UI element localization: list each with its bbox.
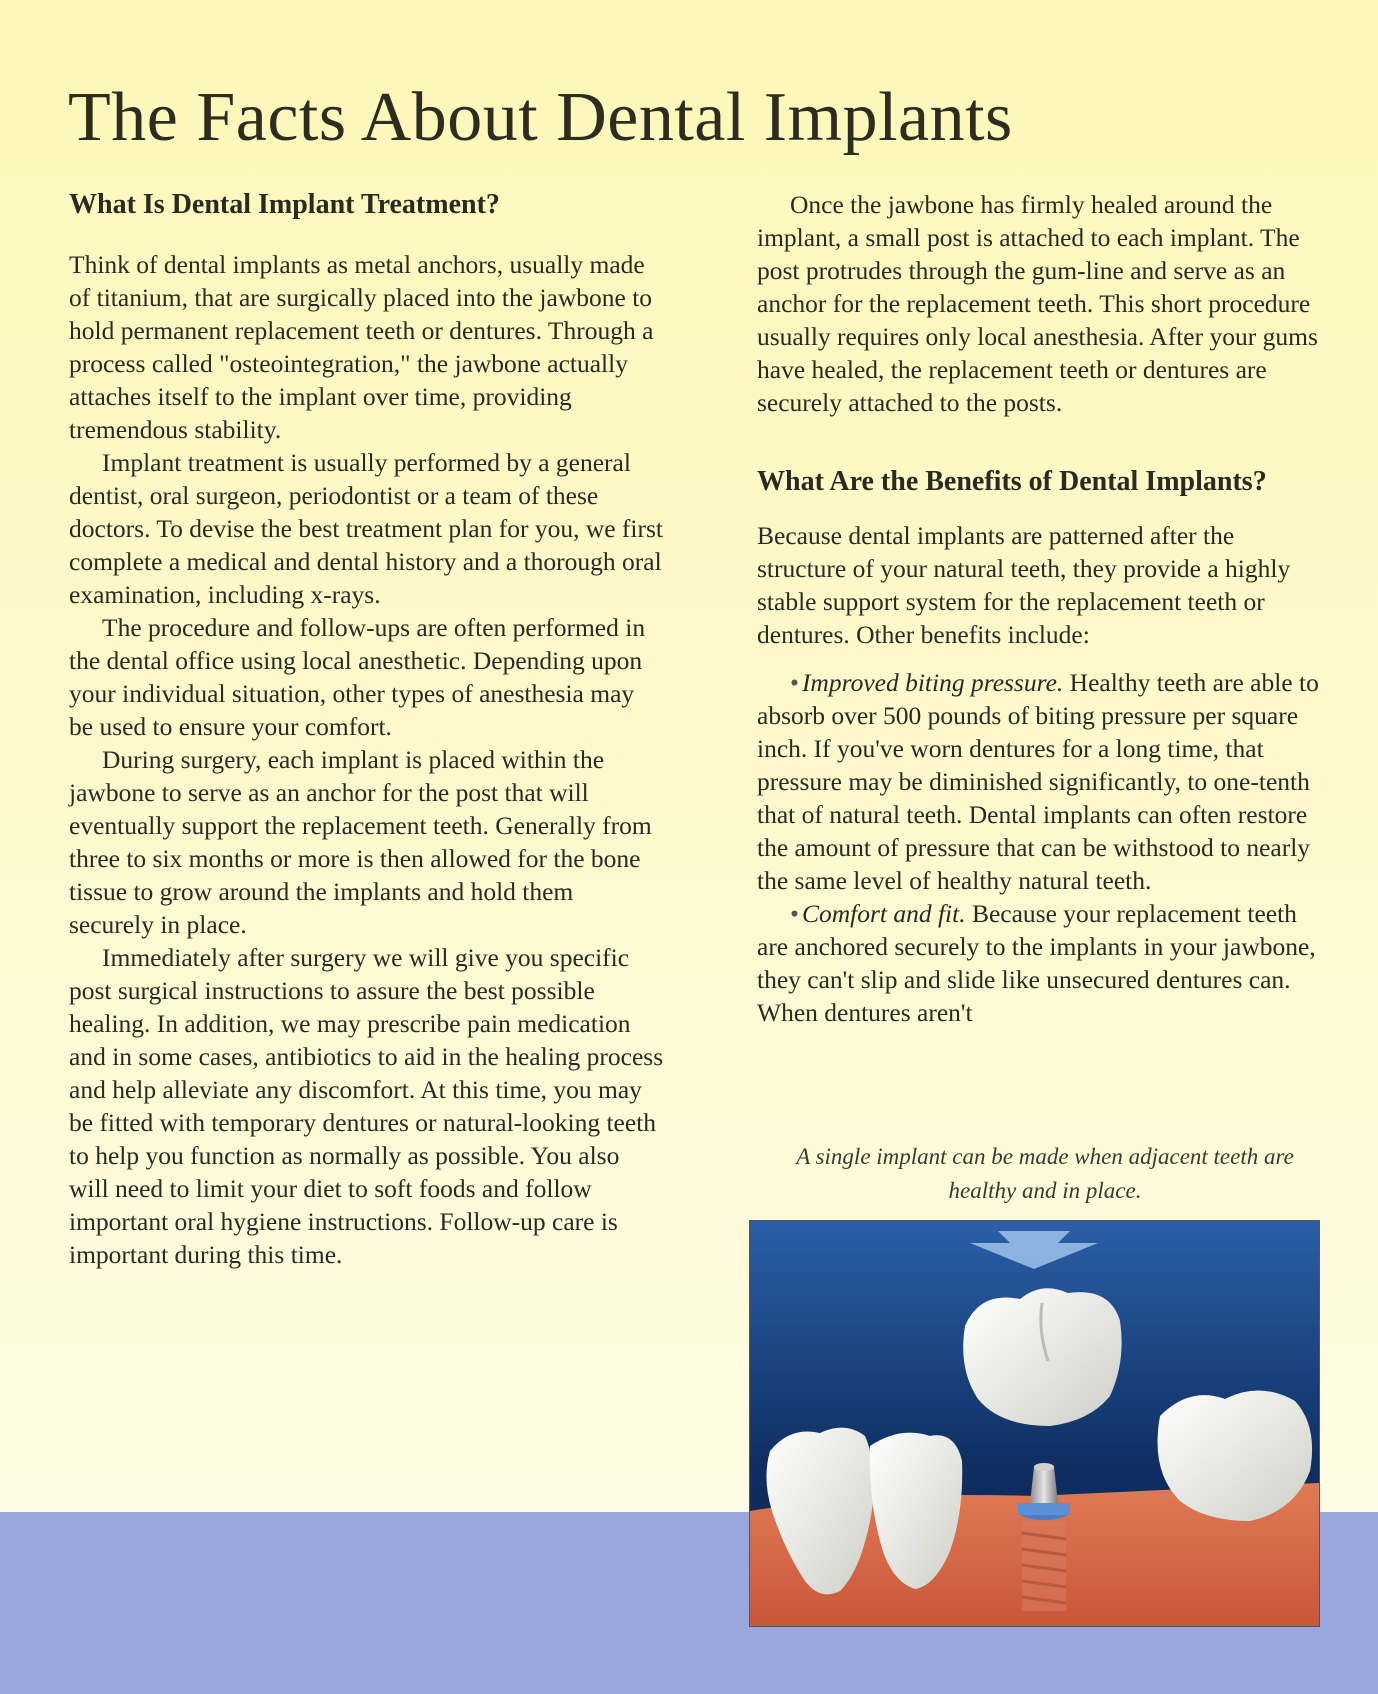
implant-screw	[1022, 1521, 1066, 1611]
paragraph: Implant treatment is usually performed by a general dentist, oral surgeon, periodontist or a team of these doctors. To devise the best treatment plan for you, we first complete a medical and dental history and a thorough oral examination, including x-rays.	[69, 448, 664, 609]
paragraph: Because dental implants are patterned after the structure of your natural teeth, they provide a highly stable support system for the replacement teeth or dentures. Other benefits include:	[757, 521, 1291, 649]
page-title: The Facts About Dental Implants	[68, 79, 1013, 156]
right-column	[757, 188, 1329, 1029]
paragraph: The procedure and follow-ups are often performed in the dental office using local anesthetic. Depending upon your individual situation, other types of anesthesia may be used to ensure your comfort.	[69, 613, 646, 741]
illustration-caption: A single implant can be made when adjacent teeth are healthy and in place.	[796, 1144, 1294, 1203]
left-column	[69, 188, 664, 1271]
paragraph: During surgery, each implant is placed within the jawbone to serve as an anchor for the post that will eventually support the replacement teeth. Generally from three to six months or more is then allowed for the bone tissue to grow around the implants and hold them securely in place.	[69, 745, 652, 939]
bullet-lead: Comfort and fit.	[801, 899, 966, 928]
bullet-icon: •	[790, 899, 799, 928]
bullet-item	[757, 666, 1329, 897]
bullet-icon: •	[790, 668, 799, 697]
implant-illustration	[749, 1220, 1320, 1627]
bullet-text: Healthy teeth are able to absorb over 500 pounds of biting pressure per square inch. If you've worn dentures for a long time, that pressure may be diminished significantly, to one-tenth that of natural teeth. Dental implants can often restore the amount of pressure that can be withstood to nearly the same level of healthy natural teeth.	[757, 668, 1319, 895]
right-tooth	[1158, 1390, 1313, 1521]
bullet-lead: Improved biting pressure.	[801, 668, 1064, 697]
paragraph: Immediately after surgery we will give you specific post surgical instructions to assure the best possible healing. In addition, we may prescribe pain medication and in some cases, antibiotics to aid in the healing process and help alleviate any discomfort. At this time, you may be fitted with temporary dentures or natural-looking teeth to help you function as normally as possible. You also will need to limit your diet to soft foods and follow important oral hygiene instructions. Follow-up care is important during this time.	[69, 943, 664, 1269]
section-heading-benefits: What Are the Benefits of Dental Implants?	[757, 466, 1267, 497]
section-heading-treatment: What Is Dental Implant Treatment?	[69, 189, 500, 220]
bullet-text: Because your replacement teeth are anchored securely to the implants in your jawbone, they can't slip and slide like unsecured dentures can. When dentures aren't	[757, 899, 1316, 1027]
bullet-item	[757, 897, 1329, 1029]
paragraph: Think of dental implants as metal anchors, usually made of titanium, that are surgically placed into the jawbone to hold permanent replacement teeth or dentures. Through a process called "osteointegration," the jawbone actually attaches itself to the implant over time, providing tremendous stability.	[69, 250, 654, 444]
paragraph: Once the jawbone has firmly healed around the implant, a small post is attached to each implant. The post protrudes through the gum-line and serve as an anchor for the replacement teeth. This short procedure usually requires only local anesthesia. After your gums have healed, the replacement teeth or dentures are securely attached to the posts.	[757, 190, 1318, 417]
implant-illustration-svg	[750, 1221, 1319, 1626]
